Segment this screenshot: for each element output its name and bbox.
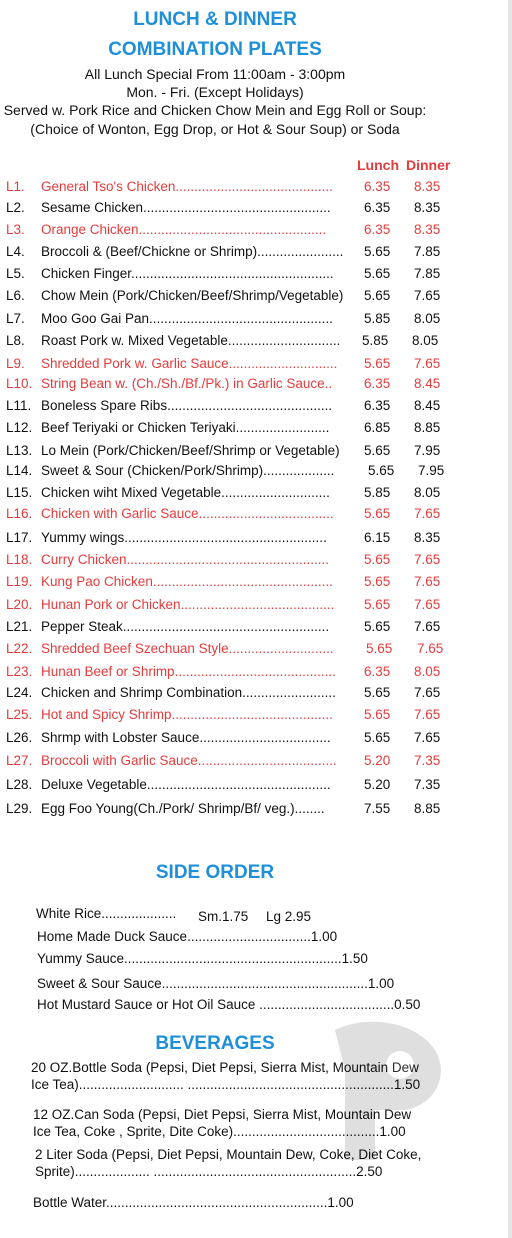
plate-lunch-price: 5.65 <box>366 641 393 656</box>
plate-dinner-price: 7.35 <box>414 777 441 792</box>
plate-name: Egg Foo Young(Ch./Pork/ Shrimp/Bf/ veg.)........ <box>41 801 325 816</box>
plate-code: L4. <box>6 244 25 259</box>
plate-code: L23. <box>6 664 33 679</box>
side-item-white-rice: White Rice.................... <box>36 906 177 921</box>
plate-lunch-price: 5.65 <box>364 506 391 521</box>
plate-dinner-price: 7.65 <box>414 288 441 303</box>
plate-dinner-price: 7.65 <box>414 574 441 589</box>
soup-choice-note: (Choice of Wonton, Egg Drop, or Hot & Sour Soup) or Soda <box>30 121 400 137</box>
plate-name: Moo Goo Gai Pan................................................. <box>41 311 333 326</box>
plate-name: Sesame Chicken.................................................. <box>41 200 331 215</box>
plate-name: General Tso's Chicken.......................................... <box>41 179 333 194</box>
plate-lunch-price: 6.85 <box>364 420 391 435</box>
plate-dinner-price: 8.85 <box>414 420 441 435</box>
plate-name: Chicken wiht Mixed Vegetable............................. <box>41 485 330 500</box>
plate-dinner-price: 8.05 <box>414 485 441 500</box>
plate-name: Chicken and Shrimp Combination......................... <box>41 685 336 700</box>
plate-dinner-price: 8.05 <box>414 311 441 326</box>
plate-code: L16. <box>6 506 33 521</box>
plate-lunch-price: 6.35 <box>364 179 391 194</box>
plate-code: L15. <box>6 485 33 500</box>
watermark-logo <box>305 1010 465 1180</box>
plate-name: Shredded Pork w. Garlic Sauce............................. <box>41 356 338 371</box>
lunch-column-header: Lunch <box>357 157 399 173</box>
side-item-duck-sauce: Home Made Duck Sauce.................................1.00 <box>37 929 338 944</box>
plate-code: L1. <box>6 179 25 194</box>
bev-12oz-line1: 12 OZ.Can Soda (Pepsi, Diet Pepsi, Sierra Mist, Mountain Dew <box>33 1107 412 1122</box>
bev-bottle-water: Bottle Water...........................................................1.00 <box>33 1195 354 1210</box>
plate-code: L17. <box>6 530 33 545</box>
plate-code: L19. <box>6 574 33 589</box>
plate-dinner-price: 7.65 <box>417 641 444 656</box>
plate-name: Lo Mein (Pork/Chicken/Beef/Shrimp or Vegetable) <box>41 443 340 458</box>
plate-dinner-price: 8.85 <box>414 801 441 816</box>
plate-lunch-price: 7.55 <box>364 801 391 816</box>
side-item-sweet-sour-sauce: Sweet & Sour Sauce.......................................................1.00 <box>37 976 395 991</box>
plate-dinner-price: 7.65 <box>414 552 441 567</box>
plate-name: Roast Pork w. Mixed Vegetable.............................. <box>41 333 341 348</box>
plate-dinner-price: 7.65 <box>414 506 441 521</box>
plate-code: L21. <box>6 619 33 634</box>
bev-20oz-line1: 20 OZ.Bottle Soda (Pepsi, Diet Pepsi, Sierra Mist, Mountain Dew <box>31 1060 419 1075</box>
plate-code: L12. <box>6 420 33 435</box>
plate-dinner-price: 7.65 <box>414 707 441 722</box>
plate-lunch-price: 5.65 <box>364 619 391 634</box>
plate-lunch-price: 6.35 <box>364 398 391 413</box>
plate-lunch-price: 5.85 <box>364 311 391 326</box>
scrollbar[interactable] <box>508 0 512 1238</box>
plate-lunch-price: 5.65 <box>364 707 391 722</box>
plate-code: L7. <box>6 311 25 326</box>
plate-dinner-price: 7.95 <box>418 463 445 478</box>
plate-name: Shredded Beef Szechuan Style............................ <box>41 641 334 656</box>
plate-name: Beef Teriyaki or Chicken Teriyaki......................... <box>41 420 330 435</box>
side-order-title: SIDE ORDER <box>155 862 275 883</box>
plate-name: Kung Pao Chicken................................................ <box>41 574 333 589</box>
plate-lunch-price: 5.65 <box>364 443 391 458</box>
served-with-note: Served w. Pork Rice and Chicken Chow Mein and Egg Roll or Soup: <box>3 102 427 118</box>
plate-lunch-price: 5.65 <box>364 730 391 745</box>
plate-code: L27. <box>6 753 33 768</box>
beverages-title: BEVERAGES <box>155 1033 275 1054</box>
plate-name: Pepper Steak....................................................... <box>41 619 330 634</box>
plate-lunch-price: 6.35 <box>364 222 391 237</box>
plate-lunch-price: 5.65 <box>364 685 391 700</box>
dinner-column-header: Dinner <box>406 157 451 173</box>
plate-lunch-price: 5.85 <box>362 333 389 348</box>
plate-code: L11. <box>6 398 32 413</box>
plate-lunch-price: 5.65 <box>364 244 391 259</box>
plate-lunch-price: 5.20 <box>364 777 391 792</box>
plate-name: Broccoli with Garlic Sauce..................................... <box>41 753 337 768</box>
plate-dinner-price: 7.85 <box>414 244 441 259</box>
plate-dinner-price: 7.65 <box>414 619 441 634</box>
plate-code: L6. <box>6 288 25 303</box>
plate-code: L13. <box>6 443 33 458</box>
side-item-yummy-sauce: Yummy Sauce..........................................................1.50 <box>37 951 368 966</box>
plate-dinner-price: 8.45 <box>414 376 441 391</box>
plate-code: L18. <box>6 552 33 567</box>
plate-lunch-price: 5.65 <box>364 597 391 612</box>
side-item-hot-mustard: Hot Mustard Sauce or Hot Oil Sauce ....................................0.50 <box>37 997 421 1012</box>
plate-name: Hot and Spicy Shrimp........................................... <box>41 707 333 722</box>
menu-title-line2: COMBINATION PLATES <box>108 39 322 60</box>
plate-dinner-price: 7.95 <box>414 443 441 458</box>
plate-lunch-price: 6.35 <box>364 200 391 215</box>
plate-name: Chow Mein (Pork/Chicken/Beef/Shrimp/Vegetable) <box>41 288 344 303</box>
plate-name: Orange Chicken.................................................. <box>41 222 327 237</box>
plate-code: L22. <box>6 641 33 656</box>
plate-name: Curry Chicken...................................................... <box>41 552 330 567</box>
lunch-hours: All Lunch Special From 11:00am - 3:00pm <box>84 66 346 82</box>
plate-lunch-price: 5.20 <box>364 753 391 768</box>
plate-lunch-price: 5.85 <box>364 485 391 500</box>
plate-code: L2. <box>6 200 25 215</box>
plate-lunch-price: 6.35 <box>364 664 391 679</box>
plate-code: L20. <box>6 597 33 612</box>
plate-code: L26. <box>6 730 33 745</box>
plate-dinner-price: 8.35 <box>414 530 441 545</box>
plate-code: L3. <box>6 222 25 237</box>
plate-code: L29. <box>6 801 33 816</box>
plate-name: Broccoli & (Beef/Chickne or Shrimp)....................... <box>41 244 344 259</box>
plate-lunch-price: 5.65 <box>364 552 391 567</box>
bev-2liter-line2: Sprite).................... ......................................................2.50 <box>35 1164 383 1179</box>
plate-code: L14. <box>6 463 33 478</box>
days-note: Mon. - Fri. (Except Holidays) <box>126 84 304 100</box>
plate-lunch-price: 5.65 <box>364 288 391 303</box>
plate-name: Yummy wings...................................................... <box>41 530 327 545</box>
plate-dinner-price: 7.65 <box>414 685 441 700</box>
plate-name: String Bean w. (Ch./Sh./Bf./Pk.) in Garlic Sauce.. <box>41 376 333 391</box>
plate-code: L28. <box>6 777 33 792</box>
plate-dinner-price: 7.65 <box>414 597 441 612</box>
plate-name: Chicken Finger...................................................... <box>41 266 334 281</box>
plate-dinner-price: 7.65 <box>414 730 441 745</box>
plate-name: Sweet & Sour (Chicken/Pork/Shrimp)................... <box>41 463 335 478</box>
plate-name: Boneless Spare Ribs............................................ <box>41 398 333 413</box>
plate-code: L24. <box>6 685 33 700</box>
plate-name: Chicken with Garlic Sauce.................................... <box>41 506 334 521</box>
white-rice-large-price: Lg 2.95 <box>266 909 312 924</box>
plate-dinner-price: 7.85 <box>414 266 441 281</box>
plate-lunch-price: 6.15 <box>364 530 391 545</box>
plate-dinner-price: 8.35 <box>414 179 441 194</box>
plate-lunch-price: 6.35 <box>364 376 391 391</box>
plate-name: Deluxe Vegetable................................................. <box>41 777 331 792</box>
plate-code: L10. <box>6 376 33 391</box>
plate-code: L9. <box>6 356 25 371</box>
plate-code: L5. <box>6 266 25 281</box>
plate-dinner-price: 8.05 <box>414 664 441 679</box>
menu-title-line1: LUNCH & DINNER <box>133 9 297 30</box>
plate-dinner-price: 7.35 <box>414 753 441 768</box>
bev-20oz-line2: Ice Tea)............................ .......................................................1.50 <box>31 1077 421 1092</box>
plate-dinner-price: 8.35 <box>414 222 441 237</box>
white-rice-small-price: Sm.1.75 <box>198 909 249 924</box>
plate-dinner-price: 8.45 <box>414 398 441 413</box>
plate-lunch-price: 5.65 <box>368 463 395 478</box>
plate-dinner-price: 8.35 <box>414 200 441 215</box>
plate-dinner-price: 8.05 <box>412 333 439 348</box>
plate-code: L8. <box>6 333 25 348</box>
plate-lunch-price: 5.65 <box>364 266 391 281</box>
bev-12oz-line2: Ice Tea, Coke , Sprite, Dite Coke).......................................1.00 <box>33 1124 406 1139</box>
plate-name: Hunan Beef or Shrimp........................................... <box>41 664 336 679</box>
bev-2liter-line1: 2 Liter Soda (Pepsi, Diet Pepsi, Mountain Dew, Coke, Diet Coke, <box>35 1147 422 1162</box>
plate-dinner-price: 7.65 <box>414 356 441 371</box>
plate-code: L25. <box>6 707 33 722</box>
plate-name: Hunan Pork or Chicken......................................... <box>41 597 335 612</box>
plate-lunch-price: 5.65 <box>364 356 391 371</box>
plate-lunch-price: 5.65 <box>364 574 391 589</box>
plate-name: Shrmp with Lobster Sauce................................... <box>41 730 331 745</box>
